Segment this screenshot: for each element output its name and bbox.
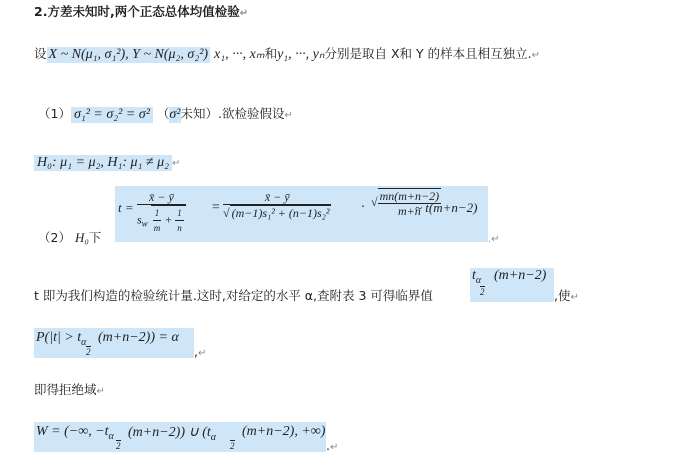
independence-text: 分别是取自 X和 Y 的样本且相互独立. [324, 46, 532, 61]
line-rejection-label [34, 382, 105, 400]
t-equals: t = [118, 200, 134, 215]
paragraph-mark: ↵ [570, 292, 579, 303]
rejection-region-formula [34, 422, 326, 452]
prob-lhs: P(|t| > t [36, 330, 82, 345]
radical-factor: √ $\frac{mn(m+n-2)}{m+n}$ [371, 189, 440, 218]
region-rhs: (m+n−2), +∞) [242, 424, 326, 439]
variance-equality-formula: σ₁² = σ₂² = σ² [71, 107, 153, 123]
sigma-squared: σ² [169, 107, 181, 122]
prob-rhs: (m+n−2)) = α [98, 330, 179, 345]
and-text: 和 [264, 46, 278, 61]
paragraph-mark: .↵ [488, 234, 500, 245]
paragraph-mark: ↵ [197, 348, 207, 359]
t-distribution: ~ t(m+n−2) [415, 200, 478, 215]
paragraph-mark: ↵ [284, 110, 293, 121]
prob-end: , [194, 344, 198, 359]
half-subscript: 2 [480, 287, 485, 297]
half-subscript: 2 [116, 441, 121, 451]
heading-text: 2.方差未知时,两个正态总体均值检验 [34, 4, 240, 19]
half-subscript: 2 [86, 347, 91, 357]
pooled-fraction: $\frac{x̄ - ȳ}{\text{√ (m−1)s₁² + (n−1)s₂²}}$ [223, 190, 330, 220]
alpha-subscript: α [210, 432, 217, 443]
line-case-2-label [38, 230, 101, 246]
radical-numerator: mn(m+n−2) [379, 189, 440, 203]
radical-denominator: m+n [397, 204, 421, 218]
statistic-description: t 即为我们构造的检验统计量.这时,对给定的水平 α,查附表 3 可得临界值 [34, 288, 433, 303]
region-end: . [326, 438, 330, 453]
line-case-1 [38, 106, 293, 124]
line-statistic-description [34, 288, 433, 304]
rejection-label: 即得拒绝域 [34, 382, 97, 397]
section-heading [34, 4, 248, 22]
so-that-text: ,使 [554, 288, 571, 303]
hypothesis-intro: .欲检验假设 [218, 106, 285, 121]
sample-y-sequence: y₁, ···, yₙ [277, 47, 325, 62]
w-subscript: w [141, 218, 148, 229]
test-statistic-formula: t = x̄ − ȳ $s_w$ $\frac{1}{m}$ + $\frac{1}{n}$ = $\frac{x̄ - ȳ}{\text{√ (m−1)s₁² + (n−1)s₂²}}$ · √ $\frac{mn(m+n-2)}{m+n}$ ~ t(m+n−2) [115, 186, 488, 242]
note-open: （ [156, 106, 170, 121]
sample-x-sequence: x₁, ···, xₘ [214, 47, 265, 62]
region-middle: (m+n−2)) ∪ (t [128, 425, 211, 440]
paragraph-mark: ↵ [329, 442, 339, 453]
paragraph-mark: ↵ [531, 50, 540, 61]
mean-difference: x̄ − ȳ [137, 190, 186, 205]
equals-sign: = [211, 200, 221, 215]
case-number: （1） [38, 106, 71, 121]
prefix-text: 设 [34, 46, 47, 61]
half-subscript: 2 [230, 441, 235, 451]
pooled-variance: (m−1)s₁² + (n−1)s₂² [231, 206, 330, 220]
probability-formula [34, 328, 194, 358]
degrees-of-freedom: (m+n−2) [494, 268, 547, 283]
paragraph-mark: ↵ [239, 8, 249, 19]
hypotheses-formula: H₀: μ₁ = μ₂, H₁: μ₁ ≠ μ₂ [34, 155, 172, 171]
mean-difference-fraction: x̄ − ȳ $s_w$ $\frac{1}{m}$ + $\frac{1}{n}$ [137, 190, 186, 235]
case-number: （2） [38, 230, 71, 245]
line-hypotheses [34, 154, 180, 172]
alpha-subscript: α [108, 431, 114, 442]
mean-difference: x̄ − ȳ [223, 190, 331, 205]
distribution-formula: X ~ N(μ₁, σ₁²), Y ~ N(μ₂, σ₂²) [48, 47, 209, 62]
note-text: 未知） [180, 106, 219, 121]
critical-value [470, 268, 554, 302]
paragraph-mark: ↵ [172, 158, 181, 169]
critical-t: t [472, 268, 476, 283]
s-symbol: s [137, 212, 142, 227]
paragraph-mark: ↵ [96, 386, 105, 397]
h0-symbol: H₀ [74, 230, 89, 245]
alpha-subscript: α [81, 337, 87, 348]
region-lhs: W = (−∞, −t [36, 424, 109, 439]
under-text: 下 [88, 230, 102, 245]
alpha-subscript: α [475, 275, 482, 286]
line-assumption [34, 46, 540, 64]
